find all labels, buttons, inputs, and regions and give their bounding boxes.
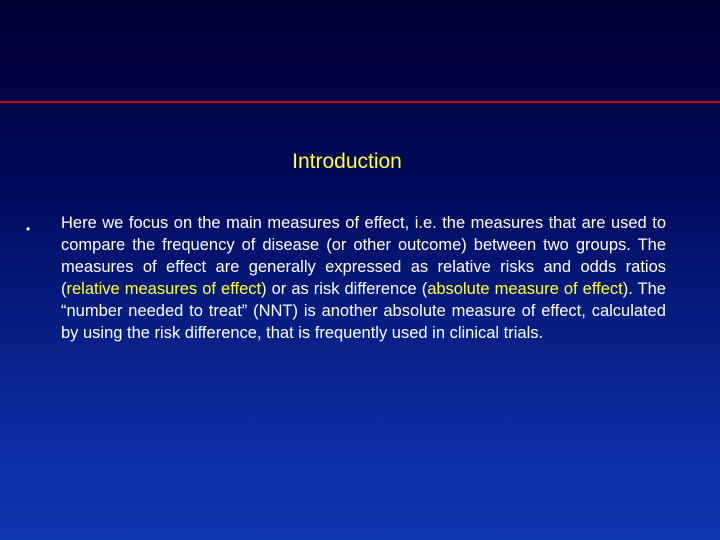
highlight-relative-measures: relative measures of effect [66, 280, 262, 298]
highlight-absolute-measure: absolute measure of effect [427, 280, 623, 298]
paragraph-text-1: Here we focus on the main measures of effect, i.e. the measures that are used to compare the frequency of disease (or other outcome) between two groups. The measures of effect are generally expressed as relative risks and odds ratios ( [61, 214, 666, 298]
bullet-marker: • [26, 222, 31, 236]
paragraph-text-2: ) or as risk difference ( [261, 280, 428, 298]
paragraph-text-3: ). The “number needed to treat” (NNT) is another absolute measure of effect, calculated by using the risk difference, that is frequently used in clinical trials. [61, 280, 666, 342]
header-divider-line [0, 101, 720, 103]
slide-title: Introduction [292, 150, 402, 173]
bullet-paragraph [61, 212, 666, 344]
